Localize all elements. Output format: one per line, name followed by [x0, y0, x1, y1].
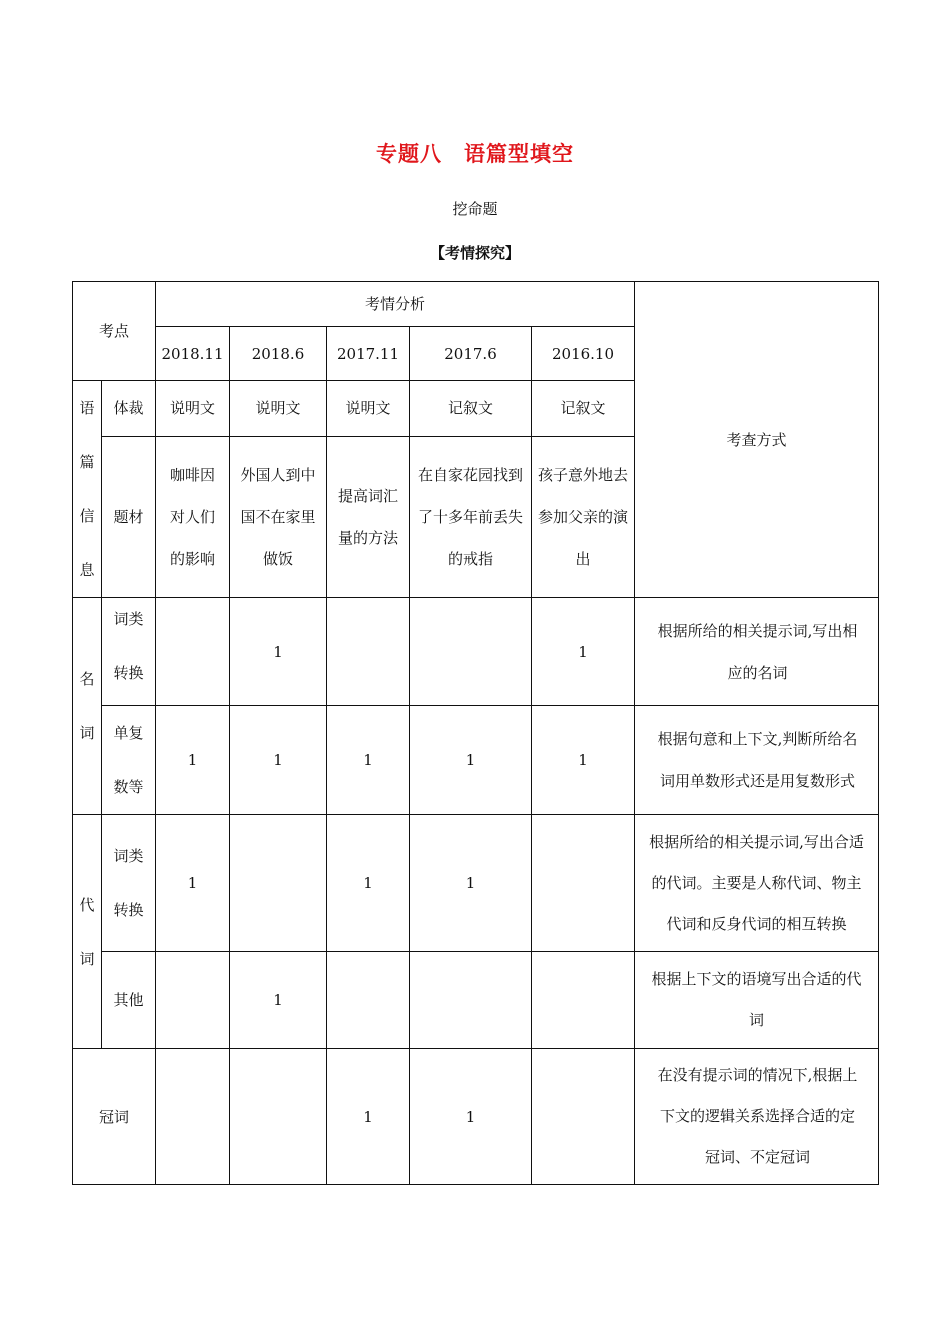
count-cell	[327, 598, 410, 706]
label-line: 转换	[113, 901, 144, 919]
danfu-label	[102, 706, 156, 815]
daici-label	[73, 815, 102, 1049]
header-kaocha: 考查方式	[635, 282, 879, 598]
count-cell: 1	[532, 598, 635, 706]
count-cell: 1	[156, 815, 230, 952]
method-line: 根据所给的相关提示词,写出合适	[649, 832, 864, 851]
topic-line: 咖啡因	[169, 465, 215, 484]
count-cell	[532, 952, 635, 1049]
method-line: 应的名词	[727, 663, 788, 682]
year-cell: 2017.11	[327, 327, 410, 381]
topic-cell	[230, 436, 327, 598]
count-cell: 1	[410, 706, 532, 815]
method-line: 根据所给的相关提示词,写出相	[657, 621, 858, 640]
method-cell	[635, 952, 879, 1049]
label-line: 数等	[113, 778, 144, 796]
count-cell	[532, 815, 635, 952]
topic-line: 的影响	[169, 549, 215, 568]
tcai-label: 题材	[102, 436, 156, 598]
label-line: 词类	[113, 609, 144, 628]
page-title: 专题八 语篇型填空	[376, 142, 574, 166]
label-char: 篇	[79, 453, 95, 471]
section-heading: 【考情探究】	[429, 244, 520, 262]
label-line: 转换	[113, 663, 144, 682]
method-line: 词	[748, 1011, 764, 1029]
header-kaodian: 考点	[73, 282, 156, 381]
count-cell: 1	[156, 706, 230, 815]
mingci-label	[73, 598, 102, 815]
count-cell: 1	[230, 952, 327, 1049]
genre-cell: 说明文	[156, 381, 230, 437]
method-cell	[635, 1049, 879, 1185]
method-line: 在没有提示词的情况下,根据上	[657, 1066, 858, 1084]
label-line: 单复	[113, 724, 144, 742]
topic-line: 参加父亲的演	[537, 507, 628, 526]
year-cell: 2018.6	[230, 327, 327, 381]
topic-cell	[156, 436, 230, 598]
label-char: 名	[79, 670, 95, 688]
method-line: 下文的逻辑关系选择合适的定	[659, 1107, 855, 1125]
method-line: 根据句意和上下文,判断所给名	[657, 730, 858, 748]
year-cell: 2016.10	[532, 327, 635, 381]
topic-cell	[327, 436, 410, 598]
label-char: 语	[79, 399, 95, 417]
count-cell: 1	[327, 1049, 410, 1185]
count-cell: 1	[230, 598, 327, 706]
ticai-label: 体裁	[102, 381, 156, 437]
topic-line: 的戒指	[447, 549, 493, 568]
topic-line: 外国人到中	[240, 465, 316, 484]
count-cell	[410, 952, 532, 1049]
count-cell: 1	[327, 706, 410, 815]
method-line: 代词和反身代词的相互转换	[666, 914, 847, 933]
topic-line: 提高词汇	[337, 486, 398, 505]
count-cell	[327, 952, 410, 1049]
topic-line: 做饭	[262, 549, 293, 568]
count-cell	[410, 598, 532, 706]
count-cell	[156, 1049, 230, 1185]
topic-cell	[532, 436, 635, 598]
topic-line: 量的方法	[337, 528, 398, 547]
cilei-label	[102, 815, 156, 952]
topic-line: 对人们	[169, 507, 215, 526]
count-cell	[156, 952, 230, 1049]
label-line: 词类	[113, 847, 144, 865]
count-cell	[230, 815, 327, 952]
year-cell: 2018.11	[156, 327, 230, 381]
method-cell	[635, 598, 879, 706]
method-cell	[635, 815, 879, 952]
count-cell: 1	[410, 815, 532, 952]
topic-line: 在自家花园找到	[417, 465, 523, 484]
topic-line: 孩子意外地去	[537, 465, 628, 484]
yupian-xinxi-label	[73, 381, 102, 598]
label-char: 代	[79, 895, 95, 914]
method-line: 词用单数形式还是用复数形式	[659, 772, 855, 790]
guanci-label: 冠词	[73, 1049, 156, 1185]
method-line: 冠词、不定冠词	[704, 1148, 810, 1166]
method-line: 的代词。主要是人称代词、物主	[651, 873, 862, 892]
topic-line: 国不在家里	[240, 507, 316, 526]
header-kaoqing: 考情分析	[156, 282, 635, 327]
genre-cell: 记叙文	[532, 381, 635, 437]
label-char: 信	[79, 507, 95, 525]
qita-label: 其他	[102, 952, 156, 1049]
method-cell	[635, 706, 879, 815]
genre-cell: 记叙文	[410, 381, 532, 437]
year-cell: 2017.6	[410, 327, 532, 381]
label-char: 词	[79, 949, 95, 968]
count-cell: 1	[410, 1049, 532, 1185]
topic-cell	[410, 436, 532, 598]
count-cell: 1	[327, 815, 410, 952]
count-cell	[532, 1049, 635, 1185]
count-cell	[230, 1049, 327, 1185]
topic-line: 了十多年前丢失	[417, 507, 523, 526]
method-line: 根据上下文的语境写出合适的代	[651, 970, 862, 988]
genre-cell: 说明文	[230, 381, 327, 437]
label-char: 息	[79, 561, 95, 579]
subtitle: 挖命题	[452, 200, 498, 218]
cilei-label	[102, 598, 156, 706]
topic-line: 出	[575, 549, 591, 568]
count-cell	[156, 598, 230, 706]
label-char: 词	[79, 724, 95, 742]
genre-cell: 说明文	[327, 381, 410, 437]
count-cell: 1	[230, 706, 327, 815]
exam-analysis-table	[72, 281, 879, 1185]
count-cell: 1	[532, 706, 635, 815]
